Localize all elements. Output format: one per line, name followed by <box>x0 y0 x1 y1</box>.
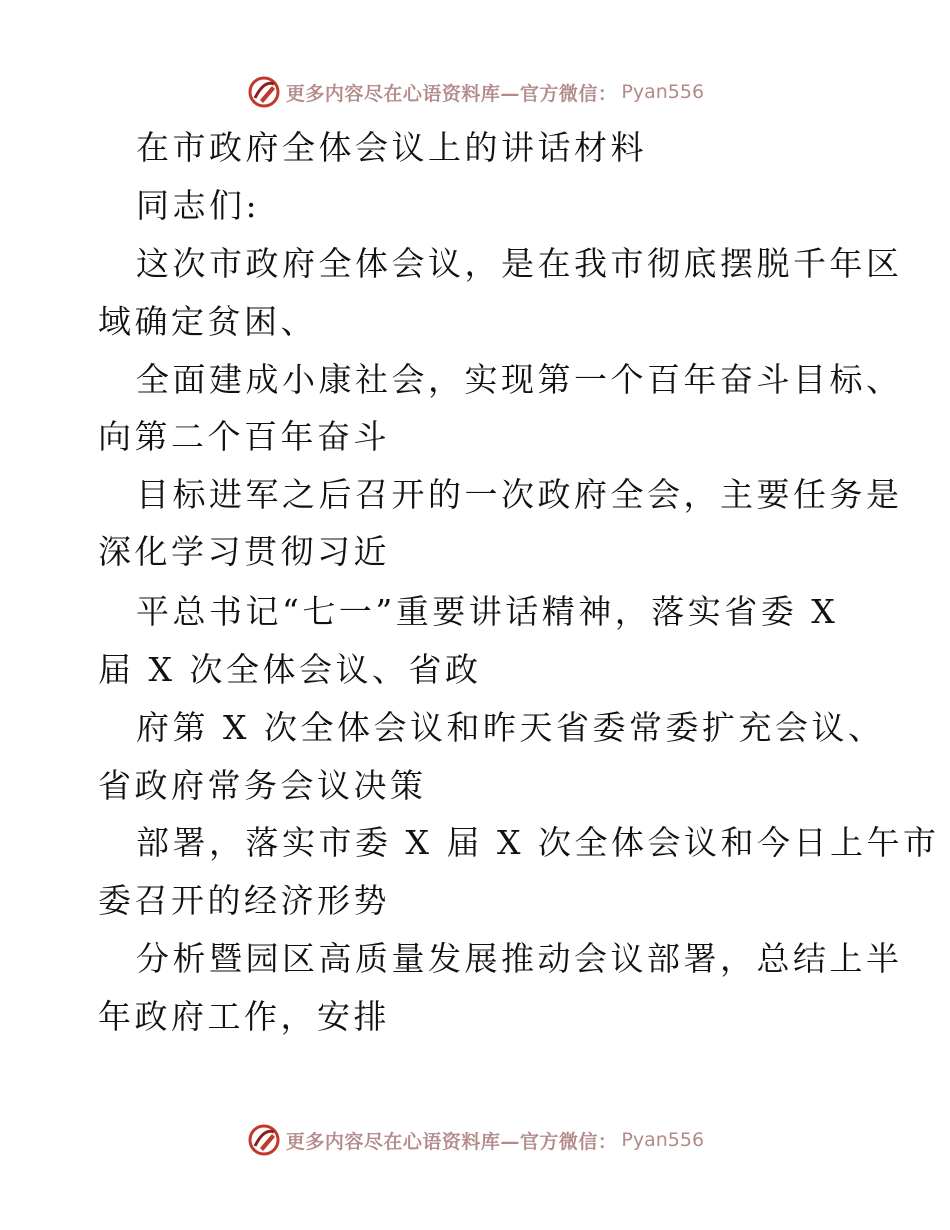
header-banner <box>0 70 950 114</box>
paragraph-line: 分析暨园区高质量发展推动会议部署，总结上半 <box>136 939 903 978</box>
paragraph-line: 平总书记“七一”重要讲话精神，落实省委 X <box>136 592 839 631</box>
paragraph-line: 域确定贫困、 <box>98 302 317 341</box>
paragraph-line: 届 X 次全体会议、省政 <box>98 650 482 689</box>
paragraph-line: 全面建成小康社会，实现第一个百年奋斗目标、 <box>136 360 903 399</box>
header-wechat-id: Pyan556 <box>621 81 705 103</box>
salutation: 同志们: <box>136 186 261 225</box>
footer-banner-text: 更多内容尽在心语资料库—官方微信： <box>285 1130 618 1153</box>
paragraph-line: 委召开的经济形势 <box>98 881 390 920</box>
footer-banner <box>0 1118 950 1162</box>
footer-wechat-id: Pyan556 <box>621 1129 705 1151</box>
pen-swirl-logo-icon <box>246 74 282 110</box>
paragraph-line: 向第二个百年奋斗 <box>98 417 390 456</box>
paragraph-line: 这次市政府全体会议，是在我市彻底摆脱千年区 <box>136 244 903 283</box>
document-title: 在市政府全体会议上的讲话材料 <box>136 128 647 167</box>
paragraph-line: 目标进军之后召开的一次政府全会，主要任务是 <box>136 475 903 514</box>
pen-swirl-logo-icon <box>246 1122 282 1158</box>
header-banner-text: 更多内容尽在心语资料库—官方微信： <box>285 82 618 105</box>
paragraph-line: 府第 X 次全体会议和昨天省委常委扩充会议、 <box>136 708 885 747</box>
paragraph-line: 年政府工作，安排 <box>98 997 390 1036</box>
paragraph-line: 深化学习贯彻习近 <box>98 532 390 571</box>
paragraph-line: 省政府常务会议决策 <box>98 766 427 805</box>
paragraph-line: 部署，落实市委 X 届 X 次全体会议和今日上午市 <box>136 823 940 862</box>
